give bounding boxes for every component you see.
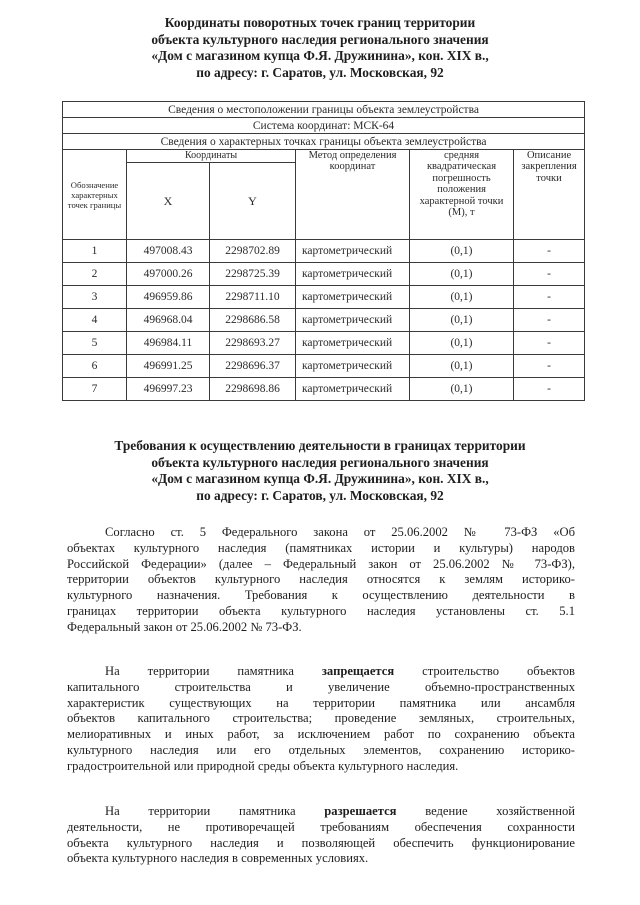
- paragraph-line: границах территории объекта культурного наследия установлены ст. 5.1: [67, 603, 575, 618]
- header-error: средняя квадратическая погрешность положения характерной точки (М), т: [410, 150, 514, 240]
- cell-x: 496959.86: [127, 286, 210, 309]
- cell-y: 2298698.86: [210, 378, 296, 401]
- paragraph-legal-basis: [67, 525, 575, 636]
- paragraph-rest: строительство объектов: [394, 664, 575, 678]
- paragraph-line: объекта культурного наследия и позволяющей обеспечить функционирование: [67, 835, 575, 850]
- cell-y: 2298693.27: [210, 332, 296, 355]
- cell-method: картометрический: [296, 240, 410, 263]
- cell-error: (0,1): [410, 332, 514, 355]
- coordinates-table: [62, 101, 585, 401]
- header-x: X: [127, 163, 210, 240]
- cell-error: (0,1): [410, 309, 514, 332]
- cell-point-id: 1: [63, 240, 127, 263]
- title-line: «Дом с магазином купца Ф.Я. Дружинина», кон. XIX в.,: [151, 48, 489, 63]
- cell-y: 2298711.10: [210, 286, 296, 309]
- paragraph-line: культурного наследия или его отдельных элементов, сохранению историко-: [67, 742, 575, 757]
- paragraph-line: деятельности, не противоречащей требованиям обеспечения сохранности: [67, 819, 575, 834]
- cell-method: картометрический: [296, 286, 410, 309]
- cell-method: картометрический: [296, 309, 410, 332]
- header-description: Описание закрепления точки: [514, 150, 585, 240]
- cell-x: 496968.04: [127, 309, 210, 332]
- paragraph-lead: На территории памятника: [105, 664, 322, 678]
- coordinates-title: [60, 15, 580, 81]
- table-row: [63, 332, 585, 355]
- cell-method: картометрический: [296, 378, 410, 401]
- table-row: [63, 355, 585, 378]
- paragraph-rest: ведение хозяйственной: [396, 804, 575, 818]
- cell-error: (0,1): [410, 240, 514, 263]
- title-line: «Дом с магазином купца Ф.Я. Дружинина», кон. XIX в.,: [151, 471, 489, 486]
- cell-method: картометрический: [296, 332, 410, 355]
- cell-y: 2298702.89: [210, 240, 296, 263]
- cell-x: 497000.26: [127, 263, 210, 286]
- paragraph-lead: На территории памятника: [105, 804, 325, 818]
- paragraph-line: Федеральный закон от 25.06.2002 № 73-ФЗ.: [67, 619, 302, 634]
- cell-x: 496991.25: [127, 355, 210, 378]
- header-y: Y: [210, 163, 296, 240]
- cell-point-id: 4: [63, 309, 127, 332]
- permitted-keyword: разрешается: [324, 804, 397, 818]
- cell-error: (0,1): [410, 355, 514, 378]
- cell-point-id: 5: [63, 332, 127, 355]
- cell-description: -: [514, 332, 585, 355]
- cell-error: (0,1): [410, 286, 514, 309]
- cell-point-id: 2: [63, 263, 127, 286]
- table-meta-location: Сведения о местоположении границы объекта землеустройства: [63, 102, 585, 118]
- title-line: по адресу: г. Саратов, ул. Московская, 92: [196, 64, 444, 80]
- cell-error: (0,1): [410, 263, 514, 286]
- title-line: по адресу: г. Саратов, ул. Московская, 92: [196, 487, 444, 503]
- paragraph-line: территории объектов культурного наследия относятся к землям историко-: [67, 572, 575, 587]
- paragraph-line: культурного назначения. Требования к осуществлению деятельности в: [67, 588, 575, 603]
- table-row: [63, 240, 585, 263]
- cell-description: -: [514, 263, 585, 286]
- table-meta-crs: Система координат: МСК-64: [63, 118, 585, 134]
- requirements-title: [60, 438, 580, 504]
- paragraph-line: Российской Федерации» (далее – Федеральный закон от 25.06.2002 № 73-ФЗ),: [67, 556, 575, 571]
- paragraph-line: градостроительной или природной среды объекта культурного наследия.: [67, 758, 459, 773]
- table-row: [63, 309, 585, 332]
- paragraph-line: мелиоративных и иных работ, за исключением работ по сохранению объекта: [67, 727, 575, 742]
- title-line: объекта культурного наследия регионального значения: [151, 31, 489, 47]
- table-meta-points: Сведения о характерных точках границы объекта землеустройства: [63, 134, 585, 150]
- cell-y: 2298725.39: [210, 263, 296, 286]
- cell-method: картометрический: [296, 355, 410, 378]
- cell-point-id: 6: [63, 355, 127, 378]
- cell-description: -: [514, 309, 585, 332]
- cell-y: 2298686.58: [210, 309, 296, 332]
- prohibited-keyword: запрещается: [321, 664, 395, 678]
- cell-x: 496997.23: [127, 378, 210, 401]
- table-row: [63, 286, 585, 309]
- header-point-id: Обозначение характерных точек границы: [63, 150, 127, 240]
- header-coordinates: Координаты: [127, 150, 296, 163]
- cell-x: 496984.11: [127, 332, 210, 355]
- paragraph-line: Согласно ст. 5 Федерального закона от 25.06.2002 № 73-ФЗ «Об: [105, 525, 575, 539]
- cell-point-id: 3: [63, 286, 127, 309]
- paragraph-line: [67, 804, 575, 820]
- cell-error: (0,1): [410, 378, 514, 401]
- paragraph-line: [67, 664, 575, 680]
- table-row: [63, 378, 585, 401]
- paragraph-line: капитального строительства и увеличение объемно-пространственных: [67, 679, 575, 694]
- cell-y: 2298696.37: [210, 355, 296, 378]
- title-line: Координаты поворотных точек границ территории: [164, 15, 476, 30]
- paragraph-line: объекта культурного наследия в современных условиях.: [67, 851, 369, 866]
- cell-method: картометрический: [296, 263, 410, 286]
- paragraph-prohibited: [67, 664, 575, 775]
- paragraph-line: объектах культурного наследия (памятниках истории и культуры) народов: [67, 540, 575, 555]
- title-line: Требования к осуществлению деятельности в границах территории: [114, 438, 526, 453]
- cell-description: -: [514, 378, 585, 401]
- header-method: Метод определения координат: [296, 150, 410, 240]
- table-row: [63, 263, 585, 286]
- cell-description: -: [514, 286, 585, 309]
- cell-x: 497008.43: [127, 240, 210, 263]
- paragraph-permitted: [67, 804, 575, 867]
- paragraph-line: характеристик существующих на территории памятника или ансамбля: [67, 695, 575, 710]
- cell-point-id: 7: [63, 378, 127, 401]
- cell-description: -: [514, 355, 585, 378]
- paragraph-line: объектов капитального строительства; проведение земляных, строительных,: [67, 711, 575, 726]
- cell-description: -: [514, 240, 585, 263]
- title-line: объекта культурного наследия регионального значения: [151, 454, 489, 470]
